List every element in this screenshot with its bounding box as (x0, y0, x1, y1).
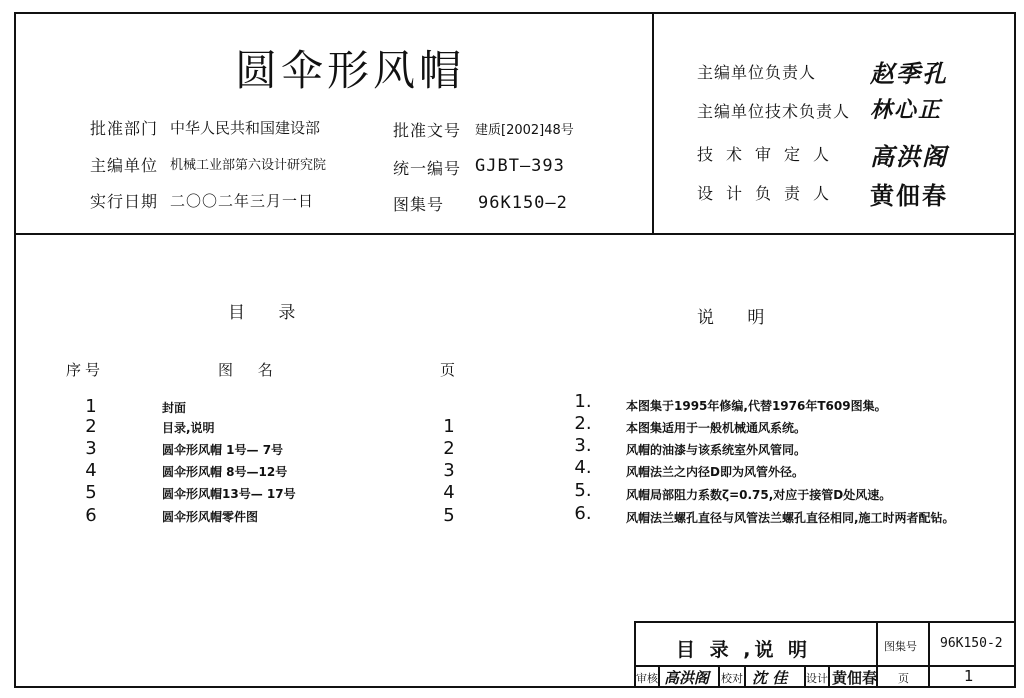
toc-row-2-no: 2 (85, 416, 97, 437)
toc-row-3-name: 圆伞形风帽 1号— 7号 (162, 443, 284, 457)
toc-col-name: 图 名 (218, 361, 283, 379)
signature-tech-reviewer: 高洪阁 (870, 142, 948, 171)
toc-row-5-no: 5 (85, 482, 97, 503)
note-3-text: 风帽的油漆与该系统室外风管同。 (626, 443, 807, 457)
toc-row-3-page: 2 (443, 438, 455, 459)
doc-label-approval-no: 批准文号 (393, 121, 462, 140)
toc-row-5-page: 4 (443, 482, 455, 503)
note-3-no: 3. (574, 435, 592, 456)
doc-label-atlas-no: 图集号 (393, 195, 445, 214)
approval-value-3: 二〇〇二年三月一日 (170, 192, 315, 210)
role-chief-tech-head: 主编单位技术负责人 (697, 102, 851, 121)
toc-row-2-name: 目录,说明 (162, 421, 215, 435)
note-4-no: 4. (574, 457, 592, 478)
title-block-check-label: 校对 (721, 672, 743, 685)
note-5-text: 风帽局部阻力系数ζ=0.75,对应于接管D处风速。 (626, 488, 892, 502)
approval-value-2: 机械工业部第六设计研究院 (170, 158, 327, 173)
toc-row-6-no: 6 (85, 505, 97, 526)
doc-value-unified-no: GJBT—393 (475, 156, 565, 176)
toc-row-4-page: 3 (443, 460, 455, 481)
title-block-page-value: 1 (964, 667, 974, 685)
toc-row-1-name: 封面 (162, 401, 187, 415)
toc-row-5-name: 圆伞形风帽13号— 17号 (162, 487, 296, 501)
toc-col-no: 序号 (66, 361, 105, 379)
tb-bottom-v2 (718, 665, 720, 688)
notes-heading: 说 明 (697, 308, 779, 328)
title-block-atlas-label: 图集号 (884, 640, 917, 653)
drawing-frame (14, 12, 1016, 688)
title-block-design-label: 设计 (806, 672, 828, 685)
note-4-text: 风帽法兰之内径D即为风管外径。 (626, 465, 804, 479)
signature-chief-unit-head: 赵季孔 (870, 59, 948, 88)
note-1-text: 本图集于1995年修编,代替1976年T609图集。 (626, 399, 887, 413)
toc-row-4-name: 圆伞形风帽 8号—12号 (162, 465, 288, 479)
role-tech-reviewer: 技术审定人 (697, 145, 843, 164)
role-design-head: 设计负责人 (697, 184, 843, 203)
approval-label-2: 主编单位 (90, 156, 159, 175)
toc-row-2-page: 1 (443, 416, 455, 437)
title-block-name: 目 录 ,说 明 (676, 639, 812, 661)
header-divider (14, 233, 1016, 235)
title-block-page-label: 页 (898, 672, 909, 685)
toc-row-4-no: 4 (85, 460, 97, 481)
toc-row-1-no: 1 (85, 396, 97, 417)
note-5-no: 5. (574, 480, 592, 501)
toc-row-6-page: 5 (443, 505, 455, 526)
note-2-text: 本图集适用于一般机械通风系统。 (626, 421, 807, 435)
approval-label-1: 批准部门 (90, 119, 159, 138)
page-title: 圆伞形风帽 (234, 46, 465, 95)
note-6-text: 风帽法兰螺孔直径与风管法兰螺孔直径相同,施工时两者配钻。 (626, 511, 955, 525)
title-block-atlas-value: 96K150-2 (940, 636, 1003, 651)
note-1-no: 1. (574, 391, 592, 412)
doc-value-atlas-no: 96K150—2 (478, 193, 568, 213)
note-2-no: 2. (574, 413, 592, 434)
toc-row-3-no: 3 (85, 438, 97, 459)
signature-design-head: 黄佃春 (870, 181, 948, 210)
approval-value-1: 中华人民共和国建设部 (170, 119, 321, 137)
title-block-review-sig: 高洪阁 (664, 669, 710, 687)
toc-col-page: 页 (440, 361, 456, 379)
approval-label-3: 实行日期 (90, 192, 159, 211)
tb-bottom-v1 (658, 665, 660, 688)
role-chief-unit-head: 主编单位负责人 (697, 63, 817, 82)
note-6-no: 6. (574, 503, 592, 524)
tb-bottom-v3 (744, 665, 746, 688)
doc-value-approval-no: 建质[2002]48号 (475, 123, 574, 138)
title-block-check-sig: 沈 佳 (752, 669, 788, 687)
header-vertical-divider (652, 12, 654, 234)
title-block-review-label: 审核 (636, 672, 658, 685)
doc-label-unified-no: 统一编号 (393, 159, 462, 178)
signature-chief-tech-head: 林心正 (870, 97, 943, 123)
toc-row-6-name: 圆伞形风帽零件图 (162, 510, 259, 524)
title-block-design-sig: 黄佃春 (832, 669, 878, 687)
tb-bottom-v5 (828, 665, 830, 688)
toc-heading: 目 录 (228, 303, 310, 323)
title-block-vline-2 (928, 621, 930, 688)
